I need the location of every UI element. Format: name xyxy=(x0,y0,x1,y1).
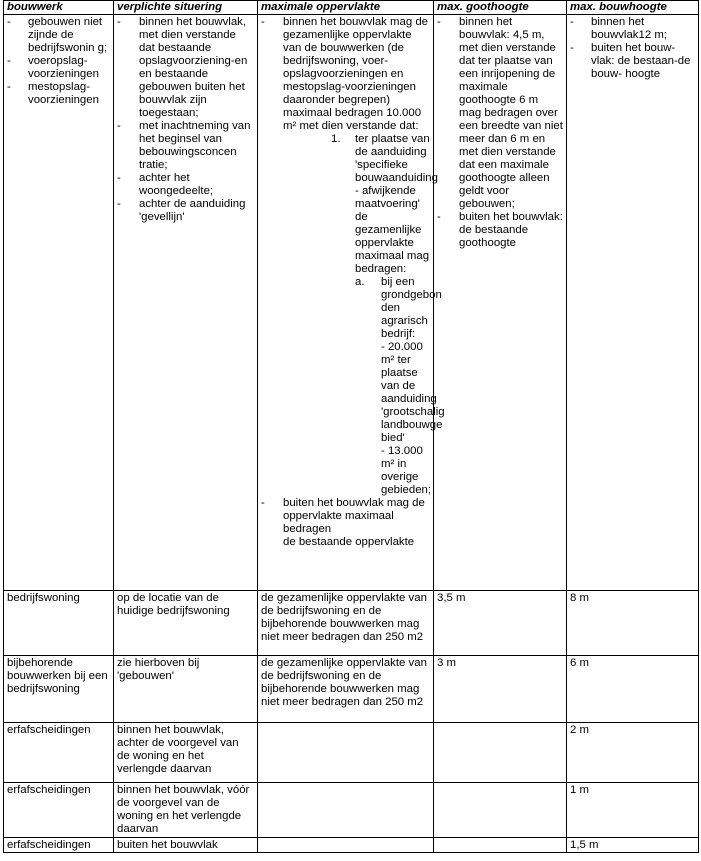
area-value: - 20.000 m² ter plaatse van de aanduiding 'grootschalig landbouwge bied' xyxy=(381,341,445,444)
table-row xyxy=(4,838,699,853)
item-number: 1. xyxy=(331,133,341,145)
list-item: - binnen het bouwvlak12 m; xyxy=(570,16,695,42)
cell-bouwwerk: erfafscheidingen xyxy=(4,838,114,853)
bouwhoogte-list xyxy=(570,16,695,81)
header-goothoogte: max. goothoogte xyxy=(434,1,567,15)
cell-goothoogte: 3,5 m xyxy=(434,591,567,656)
cell-oppervlakte: de gezamenlijke oppervlakte van de bedrijfswoning en de bijbehorende bouwwerken mag niet meer bedragen dan 250 m2 xyxy=(258,591,434,656)
cell-bouwhoogte xyxy=(567,15,699,591)
header-bouwhoogte: max. bouwhoogte xyxy=(567,1,699,15)
cell-situering: zie hierboven bij 'gebouwen' xyxy=(114,656,258,723)
cell-situering: buiten het bouwvlak xyxy=(114,838,258,853)
cell-goothoogte xyxy=(434,838,567,853)
cell-bouwwerk xyxy=(4,15,114,591)
list-item: - binnen het bouwvlak: 4,5 m, met dien verstande dat ter plaatse van een inrijopening de maximale goothoogte 6 m mag bedragen over een breedte van niet meer dan 6 m en met dien verstande dat een maximale goothoogte alleen geldt voor gebouwen; xyxy=(437,16,563,211)
cell-goothoogte xyxy=(434,15,567,591)
numbered-list xyxy=(331,133,445,497)
cell-bouwhoogte: 1,5 m xyxy=(567,838,699,853)
list-item: - binnen het bouwvlak, met dien verstande dat bestaande opslagvoorziening-en en bestaande gebouwen buiten het bouwvlak zijn toegestaan; xyxy=(117,16,254,120)
list-item: - met inachtneming van het beginsel van bebouwingsconcen tratie; xyxy=(117,120,254,172)
area-values xyxy=(381,341,445,497)
list-item: - achter de aanduiding 'gevellijn' xyxy=(117,198,254,224)
cell-situering xyxy=(114,15,258,591)
cell-oppervlakte xyxy=(258,783,434,838)
list-item: - mestopslag-voorzieningen xyxy=(7,81,110,107)
cell-oppervlakte xyxy=(258,838,434,853)
lettered-list xyxy=(355,276,445,497)
situering-list xyxy=(117,16,254,224)
bouwwerk-list xyxy=(7,16,110,107)
cell-bouwhoogte: 8 m xyxy=(567,591,699,656)
oppervlakte-outside: buiten het bouwvlak mag de oppervlakte maximaal bedragen xyxy=(283,497,425,535)
header-row xyxy=(4,1,699,15)
item-letter: a. xyxy=(355,276,365,288)
cell-situering: binnen het bouwvlak, vóór de voorgevel van de woning en het verlengde daarvan xyxy=(114,783,258,838)
goothoogte-list xyxy=(437,16,563,250)
cell-bouwhoogte: 2 m xyxy=(567,723,699,783)
regulations-table xyxy=(3,0,699,853)
list-item: - buiten het bouw-vlak: de bestaan-de bouw- hoogte xyxy=(570,42,695,81)
numbered-item xyxy=(331,133,445,497)
list-item xyxy=(261,497,430,549)
table-row xyxy=(4,723,699,783)
table-row xyxy=(4,15,699,591)
header-bouwwerk: bouwwerk xyxy=(4,1,114,15)
oppervlakte-outside-tail: de bestaande oppervlakte xyxy=(283,536,415,548)
list-item: - voeropslag-voorzieningen xyxy=(7,55,110,81)
header-situering: verplichte situering xyxy=(114,1,258,15)
table-row xyxy=(4,656,699,723)
cell-bouwhoogte: 6 m xyxy=(567,656,699,723)
header-oppervlakte: maximale oppervlakte xyxy=(258,1,434,15)
cell-oppervlakte xyxy=(258,15,445,591)
cell-bouwwerk: bijbehorende bouwwerken bij een bedrijfswoning xyxy=(4,656,114,723)
lettered-item xyxy=(355,276,445,497)
cell-bouwwerk: erfafscheidingen xyxy=(4,723,114,783)
oppervlakte-intro: binnen het bouwvlak mag de gezamenlijke oppervlakte van de bouwwerken (de bedrijfswoning, voer-opslagvoorzieningen en mestopslag-voorzieningen daaronder begrepen) maximaal bedragen 10.000 m² met dien verstande dat: xyxy=(283,16,429,132)
numbered-text: ter plaatse van de aanduiding 'specifieke bouwaanduiding - afwijkende maatvoering' de gezamenlijke oppervlakte maximaal mag bedragen: xyxy=(355,133,438,275)
lettered-intro: bij een grondgebon den agrarisch bedrijf: xyxy=(381,276,442,340)
list-item: - gebouwen niet zijnde de bedrijfswonin g; xyxy=(7,16,110,55)
cell-situering: op de locatie van de huidige bedrijfswoning xyxy=(114,591,258,656)
cell-oppervlakte xyxy=(258,723,434,783)
cell-bouwwerk: bedrijfswoning xyxy=(4,591,114,656)
cell-goothoogte xyxy=(434,723,567,783)
list-item: - buiten het bouwvlak: de bestaande goothoogte xyxy=(437,211,563,250)
cell-situering: binnen het bouwvlak, achter de voorgevel van de woning en het verlengde daarvan xyxy=(114,723,258,783)
cell-goothoogte: 3 m xyxy=(434,656,567,723)
oppervlakte-list xyxy=(261,16,445,549)
cell-bouwwerk: erfafscheidingen xyxy=(4,783,114,838)
list-item: - achter het woongedeelte; xyxy=(117,172,254,198)
table-row xyxy=(4,591,699,656)
cell-goothoogte xyxy=(434,783,567,838)
area-value: - 13.000 m² in overige gebieden; xyxy=(381,445,432,496)
cell-bouwhoogte: 1 m xyxy=(567,783,699,838)
cell-oppervlakte: de gezamenlijke oppervlakte van de bedrijfswoning en de bijbehorende bouwwerken mag niet meer bedragen dan 250 m2 xyxy=(258,656,434,723)
list-item xyxy=(261,16,445,497)
table-row xyxy=(4,783,699,838)
